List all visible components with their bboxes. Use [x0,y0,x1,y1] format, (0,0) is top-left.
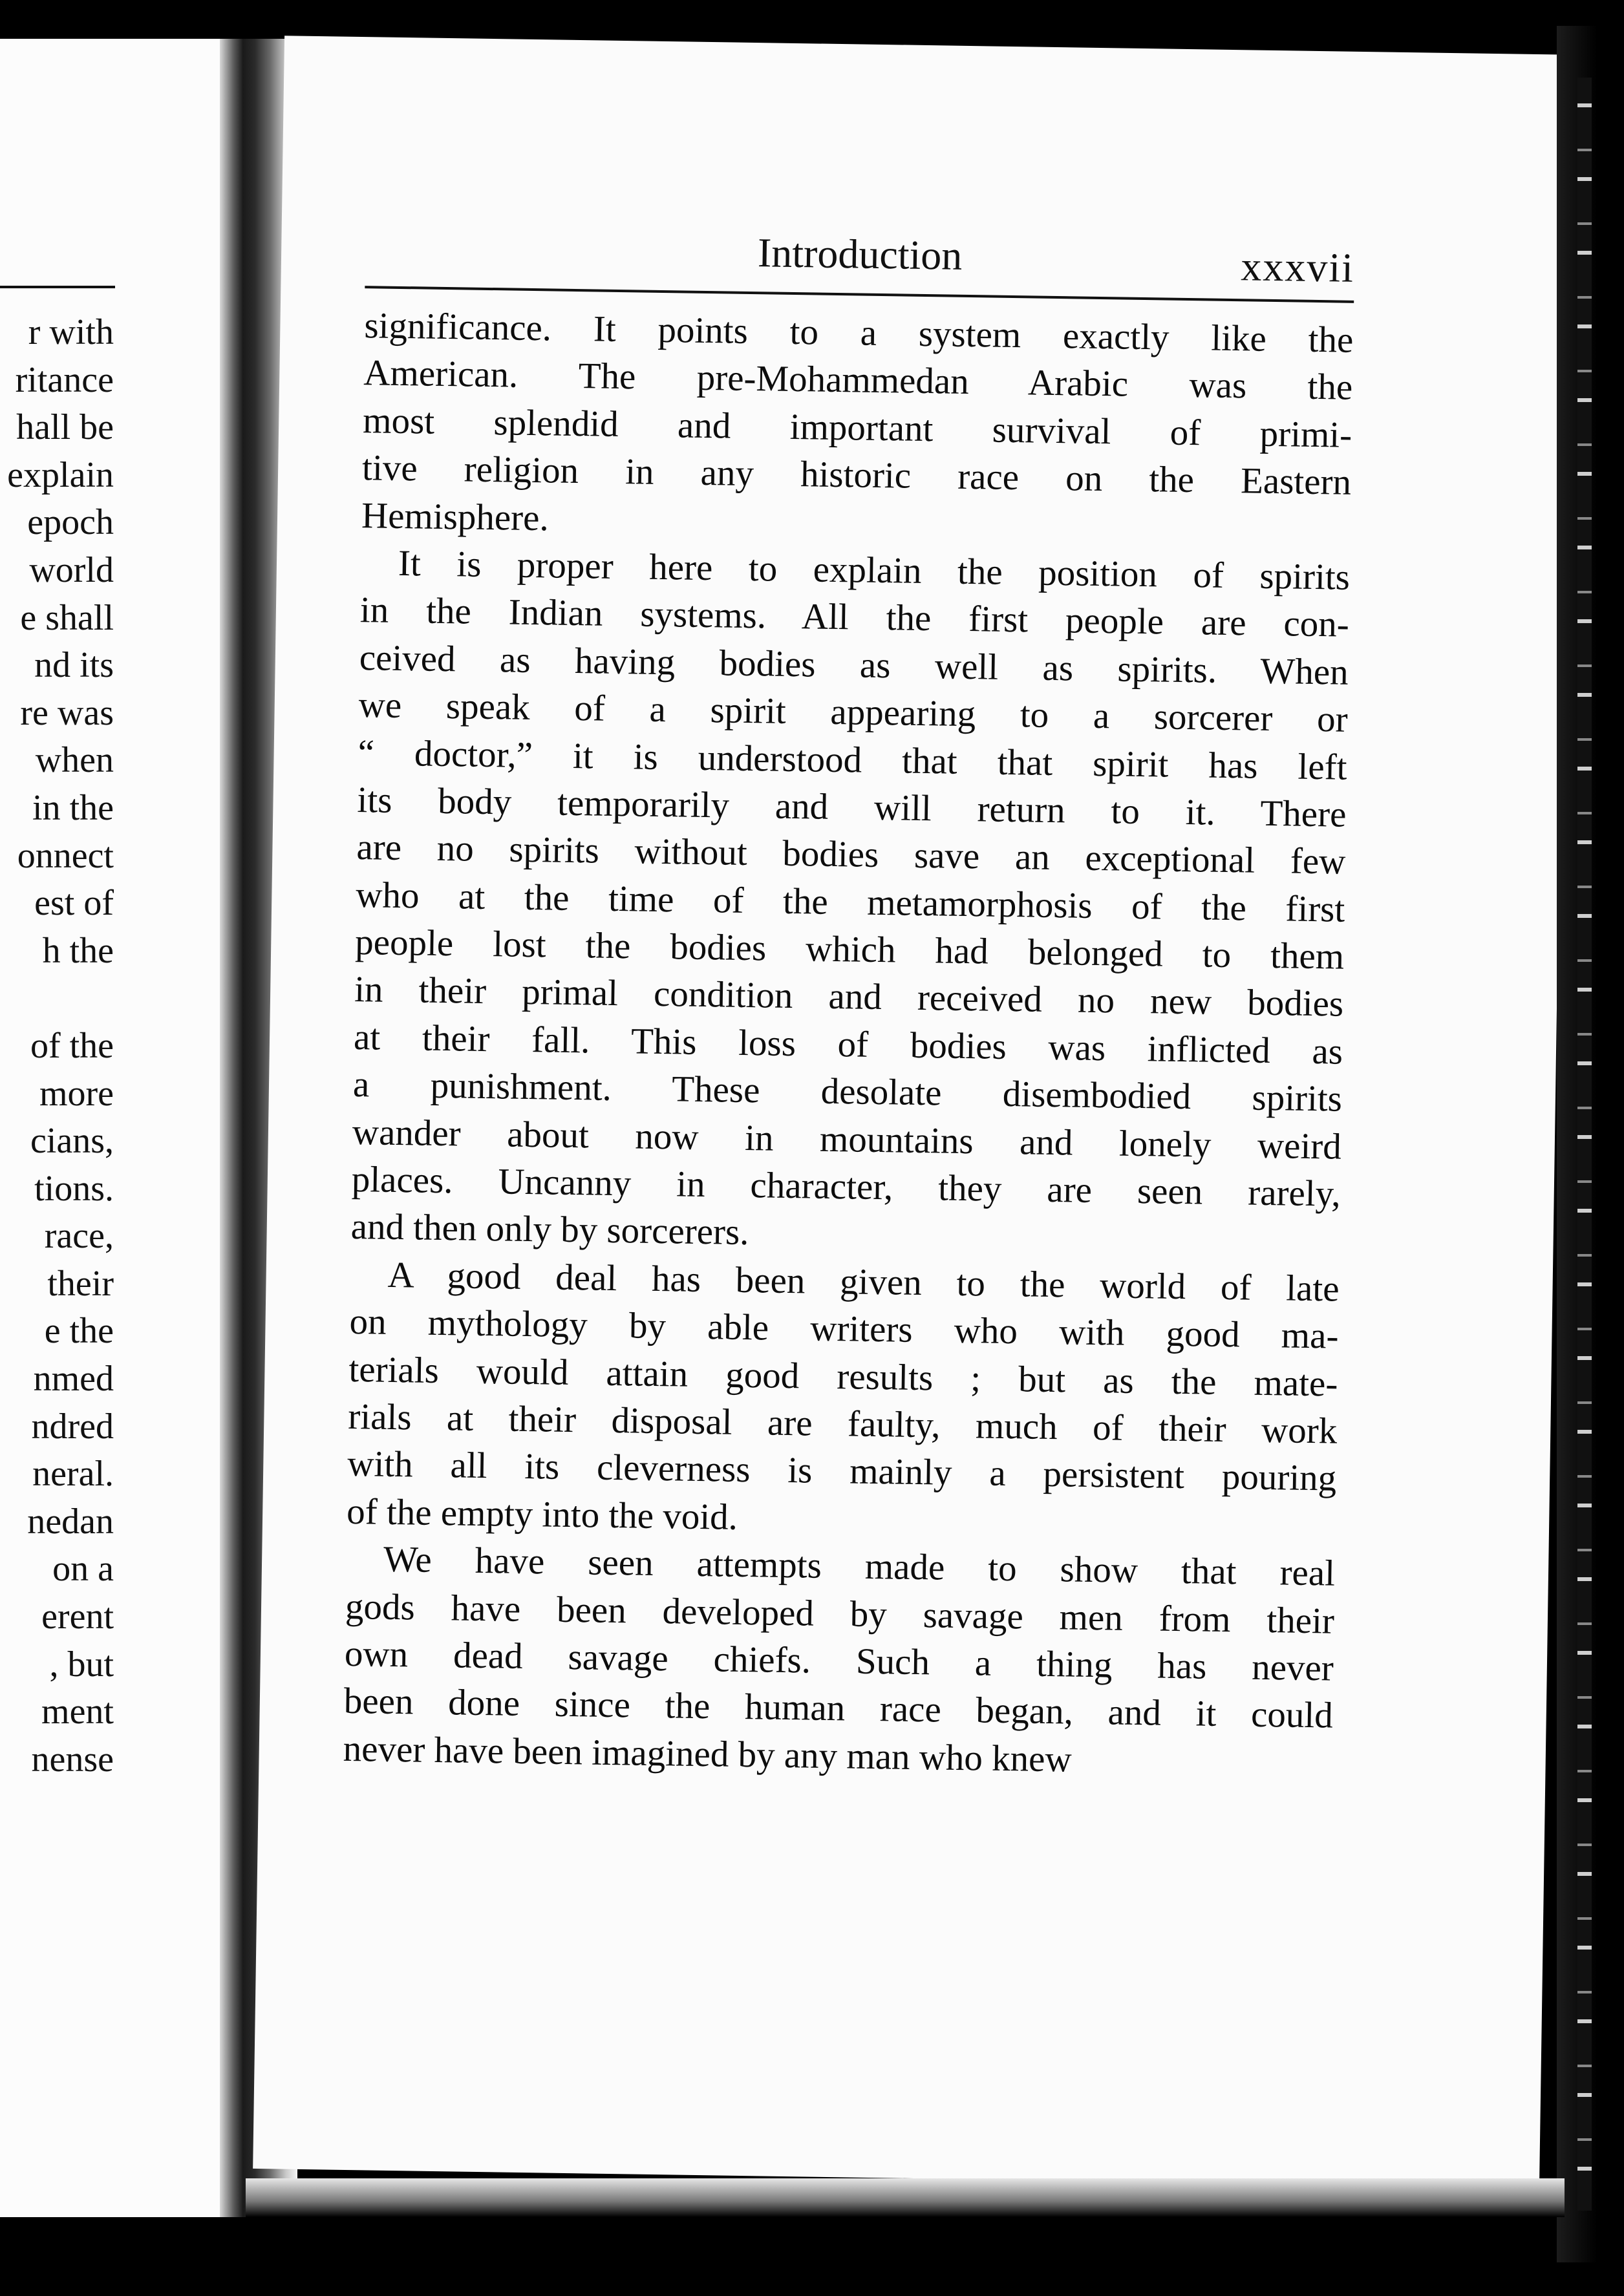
previous-page-line: cians, [30,1121,114,1162]
text-line: ceived as having bodies as well as spirits. When [359,637,1349,693]
previous-page-line: ritance [15,359,114,400]
previous-page-line: nd its [34,645,114,686]
text-line: of the empty into the void. [346,1491,738,1538]
fore-edge-page-stack [1577,78,1592,2211]
text-line: are no spirits without bodies save an exceptional few [356,827,1346,883]
previous-page-head-rule [0,286,115,288]
text-line: A good deal has been given to the world of late [387,1254,1340,1310]
text-line: on mythology by able writers who with good ma- [349,1301,1339,1357]
running-head-rule [365,286,1354,303]
previous-page-fragment [0,39,240,2217]
text-line: “ doctor,” it is understood that that spirit has left [358,732,1347,788]
text-line: significance. It points to a system exactly like the [364,305,1354,361]
previous-page-line: epoch [27,502,114,543]
previous-page-line: hall be [16,407,114,448]
previous-page-line: , but [49,1644,114,1685]
text-line: We have seen attempts made to show that real [383,1538,1336,1594]
text-line: American. The pre-Mohammedan Arabic was the [363,352,1353,409]
previous-page-line: world [29,549,114,590]
text-line: we speak of a spirit appearing to a sorcerer or [358,685,1349,740]
paragraph [347,1251,1340,1550]
previous-page-line: in the [32,787,114,828]
previous-page-line: when [35,740,114,781]
paragraph [343,1535,1335,1787]
text-line: rials at their disposal are faulty, much of their work [347,1396,1338,1452]
book-bottom-edge [246,2178,1565,2217]
previous-page-line: re was [20,692,114,733]
previous-page-line: ment [41,1692,114,1732]
text-line: Hemisphere. [361,494,550,538]
text-line: places. Uncanny in character, they are seen rarely, [351,1159,1341,1215]
text-line: most splendid and important survival of primi- [362,399,1352,456]
text-line: terials would attain good results ; but as the mate- [348,1348,1338,1405]
paragraph [350,539,1350,1265]
previous-page-line: e the [44,1311,114,1352]
previous-page-line: race, [44,1216,114,1257]
previous-page-text [0,309,114,1783]
text-line: who at the time of the metamorphosis of the first [355,874,1345,930]
text-line: been done since the human race began, and it could [343,1681,1334,1736]
previous-page-line: their [47,1263,114,1304]
previous-page-line: ndred [31,1406,114,1447]
text-line: and then only by sorcerers. [350,1206,749,1253]
previous-page-line: onnect [17,835,114,876]
previous-page-line: neral. [32,1454,114,1494]
book-page [253,36,1571,2187]
text-line: tive religion in any historic race on the Eastern [361,447,1352,503]
previous-page-line: nmed [33,1359,114,1399]
text-line: a punishment. These desolate disembodied spirits [352,1064,1343,1120]
text-line: with all its cleverness is mainly a persistent pouring [347,1443,1337,1499]
text-line: never have been imagined by any man who knew [343,1728,1073,1780]
running-title: Introduction [757,229,963,279]
text-line: in their primal condition and received no new bodies [354,969,1344,1025]
text-line: in the Indian systems. All the first people are con- [359,590,1350,646]
text-line: wander about now in mountains and lonely weird [352,1111,1342,1167]
text-line: gods have been developed by savage men from their [345,1586,1335,1642]
page-number: xxxvii [1240,243,1355,291]
previous-page-line: r with [28,312,114,352]
text-line: people lost the bodies which had belonged to them [354,922,1345,977]
paragraph [361,302,1354,554]
running-head [365,221,1354,301]
text-line: own dead savage chiefs. Such a thing has never [344,1633,1334,1689]
previous-page-line: of the [30,1025,114,1066]
previous-page-line: nense [31,1739,114,1780]
previous-page-line: est of [34,883,114,924]
previous-page-line: e shall [20,597,114,638]
previous-page-line [0,975,114,1023]
text-line: its body temporarily and will return to it. There [357,779,1347,835]
text-line: It is proper here to explain the position of spirits [398,542,1351,598]
previous-page-line: nedan [27,1501,114,1542]
text-line: at their fall. This loss of bodies was inflicted as [353,1016,1343,1072]
body-text [343,302,1354,1787]
previous-page-line: explain [7,454,114,495]
previous-page-line: on a [52,1549,114,1589]
previous-page-line: more [39,1073,114,1114]
previous-page-line: erent [41,1597,114,1637]
previous-page-line: tions. [34,1168,114,1209]
previous-page-line: h the [42,930,114,971]
